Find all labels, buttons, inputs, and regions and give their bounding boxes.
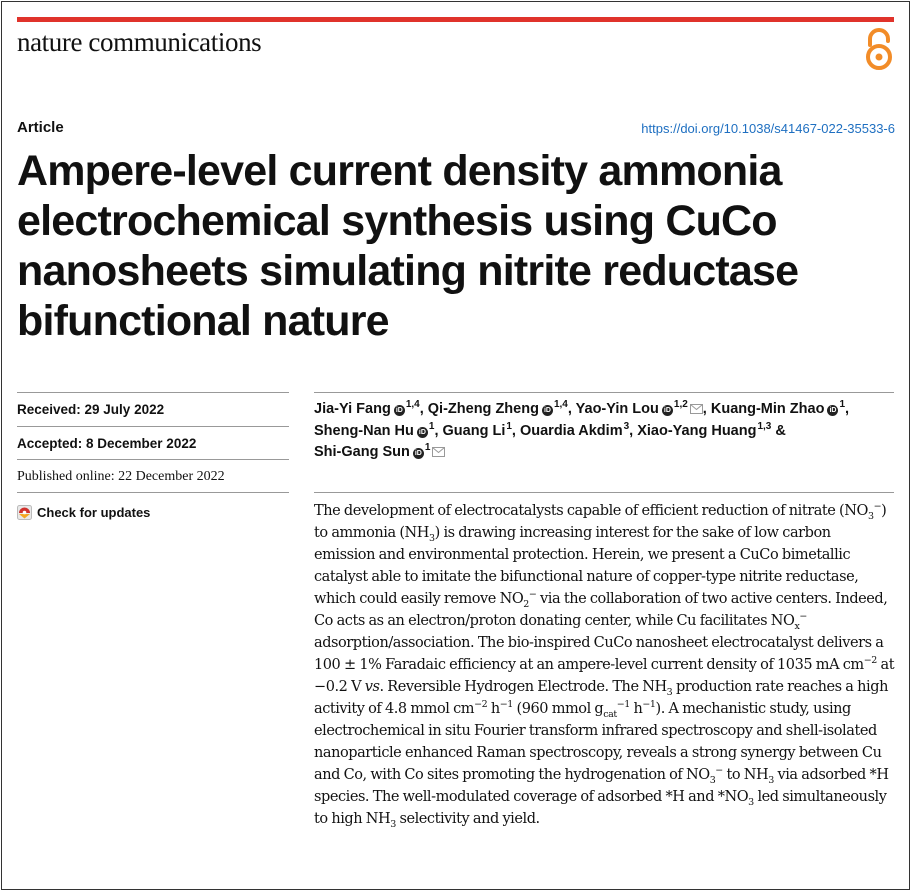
- orcid-icon[interactable]: iD: [395, 407, 403, 414]
- author-affiliation-marker: 1: [506, 420, 512, 432]
- author-affiliation-marker: 1: [428, 420, 435, 432]
- check-for-updates-button[interactable]: [17, 492, 289, 522]
- author-affiliation-marker: 1,4: [405, 399, 420, 411]
- doi-link[interactable]: https://doi.org/10.1038/s41467-022-35533-6: [641, 121, 895, 136]
- abstract-divider: [314, 492, 894, 493]
- author-affiliation-marker: 3: [623, 420, 630, 432]
- author-entry: [637, 420, 772, 439]
- author-affiliation-marker: 1,4: [553, 399, 568, 411]
- email-icon[interactable]: [690, 404, 703, 414]
- orcid-icon[interactable]: iD: [663, 407, 671, 414]
- orcid-icon[interactable]: iD: [543, 407, 551, 414]
- published-date: Published online: 22 December 2022: [17, 459, 289, 492]
- accepted-date: Accepted: 8 December 2022: [17, 426, 289, 459]
- author-name[interactable]: Guang Li: [442, 422, 506, 439]
- email-icon[interactable]: [432, 447, 445, 457]
- author-entry: [428, 401, 568, 417]
- orcid-icon[interactable]: iD: [414, 450, 422, 457]
- authors-divider: [314, 392, 894, 393]
- author-name[interactable]: Xiao-Yang Huang: [637, 422, 757, 439]
- author-list: Jia-Yi Fang iD$^{1,4}$, Qi-Zheng Zheng iD$^{1,4}$, Yao-Yin Lou iD$^{1,2}$ , Kuang-Min Zhao iD$^1$, Sheng-Nan Hu iD$^1$, Guang Li$^1$, Ouardia Akdim$^3$, Xiao-Yang Huang$^{1,3}$ & Shi-Gang Sun iD$^1$: [314, 399, 850, 460]
- journal-name[interactable]: nature communications: [17, 27, 262, 57]
- orcid-icon[interactable]: iD: [418, 428, 426, 436]
- check-for-updates-icon: [17, 505, 32, 520]
- article-title: Ampere-level current density ammonia electrochemical synthesis using CuCo nanosheets simulating nitrite reductase bifunctional nature: [17, 147, 799, 345]
- abstract-text: The development of electrocatalysts capable of efficient reduction of nitrate $(NO_3^-)$ to ammonia $(NH_3)$ is drawing increasing interest for the sake of low carbon emission and environmental protection. Herein, we present a CuCo bimetallic catalyst able to imitate the bifunctional nature of copper-type nitrite reductase, which could easily remove $NO_2^-$ via the collaboration of two active centers. Indeed, Co acts as an electron/proton donating center, while Cu facilitates $NO_x^-$ adsorption/association. The bio-inspired CuCo nanosheet electrocatalyst delivers a 100 ± 1% Faradaic efficiency at an ampere-level current density of 1035 mA $cm^{-2}$ at −0.2 V vs. Reversible Hydrogen Electrode. The $NH_3$ production rate reaches a high activity of 4.8 mmol $cm^{-2}$ $h^{-1}$ (960 mmol $g_{cat}^{-1}$ $h^{-1}$). A mechanistic study, using electrochemical in situ Fourier transform infrared spectroscopy and shell-isolated nanoparticle enhanced Raman spectroscopy, reveals a strong synergy between Cu and Co, with Co sites promoting the hydrogenation of $NO_3^-$ to $NH_3$ via adsorbed *H species. The well-modulated coverage of adsorbed *H and $*NO_3$ led simultaneously to high $NH_3$ selectivity and yield.: [314, 501, 895, 830]
- author-affiliation-marker: 1: [839, 399, 845, 411]
- author-entry: [314, 444, 445, 460]
- article-history: [17, 392, 289, 522]
- article-type-label: Article: [17, 119, 64, 136]
- author-entry: [576, 401, 703, 417]
- author-entry: [314, 420, 435, 439]
- received-date: Received: 29 July 2022: [17, 392, 289, 426]
- author-name[interactable]: Shi-Gang Sun: [314, 444, 410, 460]
- open-access-icon: [864, 28, 894, 72]
- author-affiliation-marker: 1,3: [757, 420, 772, 432]
- author-name[interactable]: Jia-Yi Fang: [314, 401, 391, 417]
- author-name[interactable]: Yao-Yin Lou: [575, 401, 659, 417]
- author-name[interactable]: Qi-Zheng Zheng: [427, 401, 539, 417]
- author-name[interactable]: Ouardia Akdim: [519, 422, 623, 439]
- author-entry: [519, 420, 630, 439]
- author-entry: [442, 420, 512, 439]
- orcid-icon[interactable]: iD: [829, 407, 837, 414]
- author-affiliation-marker: 1: [424, 442, 431, 454]
- author-affiliation-marker: 1,2: [673, 399, 688, 411]
- author-entry: [711, 401, 845, 417]
- check-for-updates-label: Check for updates: [37, 504, 151, 520]
- author-name[interactable]: Sheng-Nan Hu: [314, 422, 414, 439]
- journal-accent-bar: [17, 17, 894, 22]
- author-name[interactable]: Kuang-Min Zhao: [710, 401, 825, 417]
- author-entry: [314, 401, 420, 417]
